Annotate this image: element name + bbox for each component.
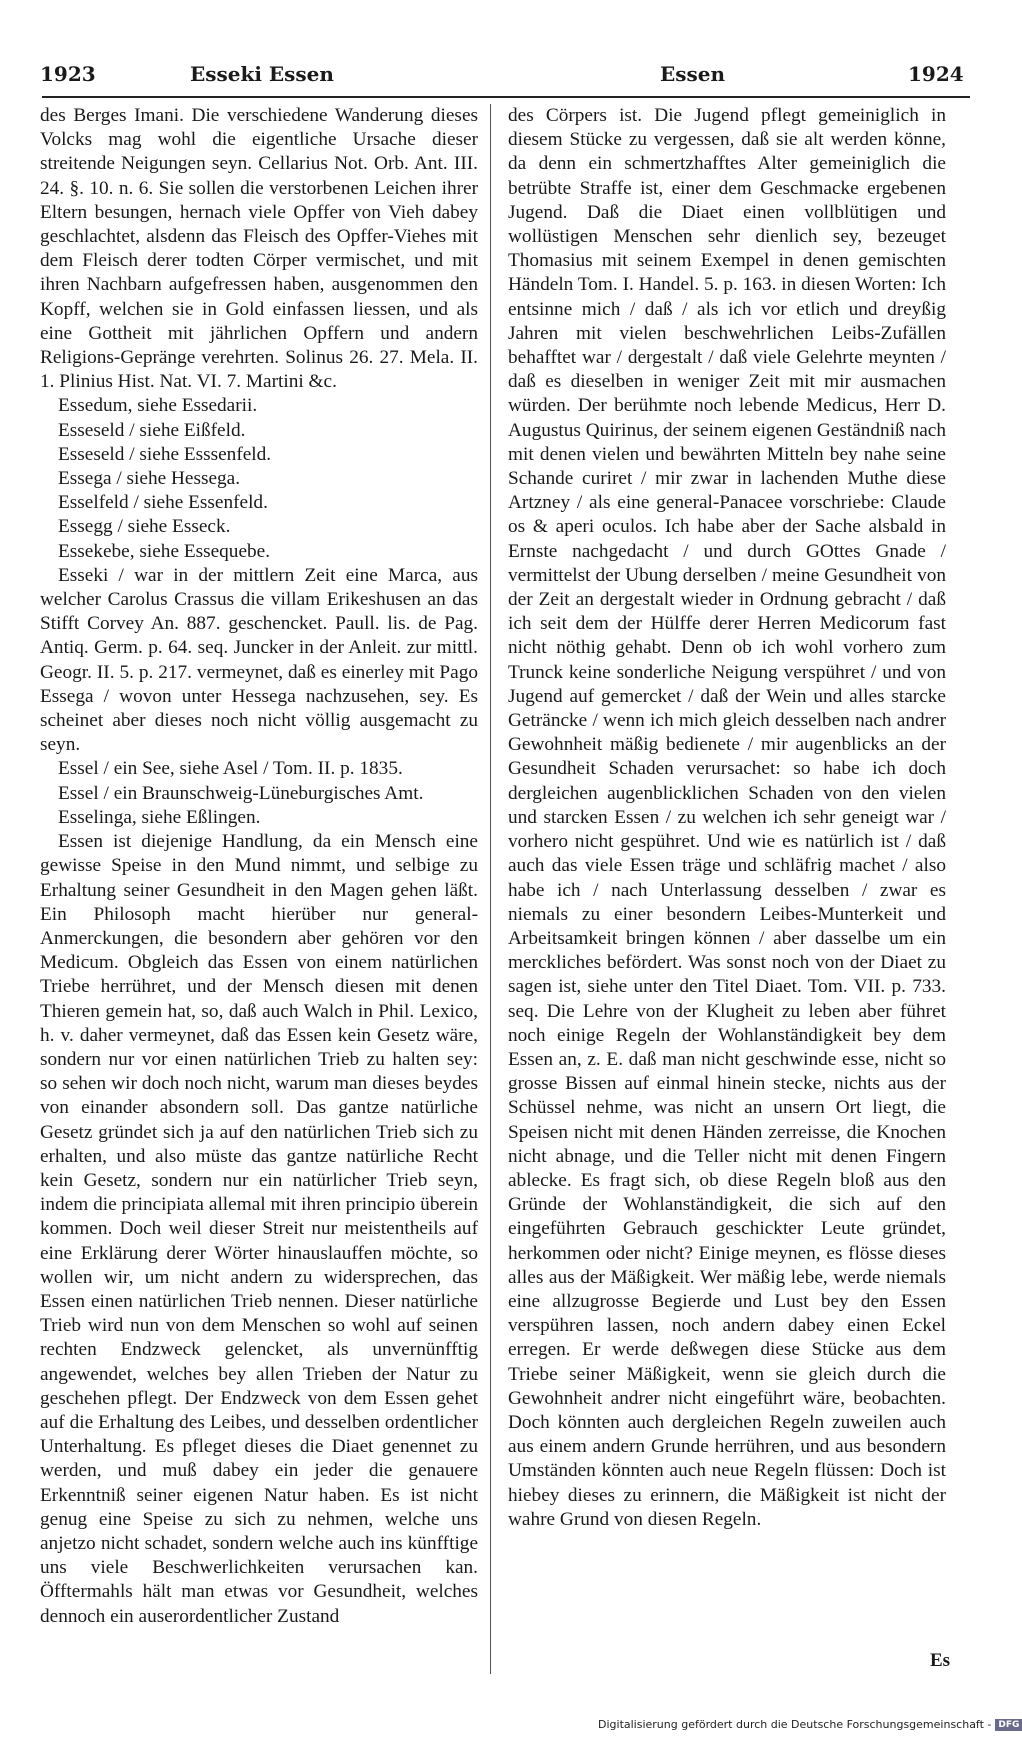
entry-esselinga: Esselinga, siehe Eßlingen. <box>58 806 261 828</box>
entry-essel-amt: Essel / ein Braunschweig-Lüneburgisches Amt. <box>58 782 424 804</box>
entry-essegg: Essegg / siehe Esseck. <box>58 516 231 538</box>
page-header <box>40 62 970 92</box>
entry-esseki: Esseki / war in der mittlern Zeit eine Marca, aus welcher Carolus Crassus die villam Erikeshusen an das Stifft Corvey An. 887. geschencket. Paull. lis. de Pag. Antiq. Germ. p. 64. seq. Juncker in der Anleit. zur mittl. Geogr. II. 5. p. 217. vermeynet, daß es einerley mit Pago Essega / wovon unter Hessega nachzusehen, sey. Es scheinet aber dieses noch nicht völlig ausgemacht zu seyn. <box>40 564 478 756</box>
entry-esselfeld: Esselfeld / siehe Essenfeld. <box>58 492 268 514</box>
catchword: Es <box>930 1650 951 1671</box>
entry-essedum: Essedum, siehe Essedarii. <box>58 395 258 417</box>
entry-essega: Essega / siehe Hessega. <box>58 468 241 490</box>
digitization-footer <box>598 1718 1022 1731</box>
footer-text: Digitalisierung gefördert durch die Deutsche Forschungsgemeinschaft - <box>598 1718 992 1731</box>
entry-essekebe: Essekebe, siehe Essequebe. <box>58 540 271 562</box>
dfg-logo: DFG <box>995 1719 1022 1731</box>
left-column <box>40 104 478 1679</box>
entry-essel-see: Essel / ein See, siehe Asel / Tom. II. p. 1835. <box>58 758 403 780</box>
paragraph: des Cörpers ist. Die Jugend pflegt gemeiniglich in diesem Stücke zu vergessen, daß sie alt werden könne, da denn ein schmertzhafftes Alter gemeiniglich die betrübte Straffe ist, einer dem Geschmacke ergebenen Jugend. Daß die Diaet einen vollblütigen und wollüstigen Menschen sehr dienlich sey, bezeuget Thomasius mit seinem Exempel in denen gemischten Händeln Tom. I. Handel. 5. p. 163. in diesen Worten: Ich entsinne mich / daß / als ich vor etlich und dreyßig Jahren mit vielen beschwehrlichen Leibs-Zufällen behafftet war / dergestalt / daß viele Gelehrte meynten / daß es dieselben in weniger Zeit mit mir ausmachen würden. Der berühmte noch lebende Medicus, Herr D. Augustus Quirinus, der seinem eigenen Geständniß nach mit denen vielen und bewährten Mitteln bey nahe seine Schande curiret / mir zwar in lachenden Muthe diese Artzney / als eine general-Panacee vorschriebe: Claude os & aperi oculos. Ich habe aber der Sache alsbald in Ernste nachgedacht / und durch GOttes Gnade / vermittelst der Ubung derselben / meine Gesundheit von der Zeit an dergestalt wieder in Ordnung gebracht / daß ich seit dem der Hülffe derer Herren Medicorum fast nicht nöthig gehabt. Denn ob ich wohl vorhero zum Trunck keine sonderliche Neigung verspühret / und von Jugend auf gemercket / daß der Wein und alles starcke Geträncke / wenn ich mich gleich desselben nach andrer Gewohnheit mäßig bedienete / mir augenblicks an der Gesundheit Schaden verursachet: so habe ich doch dergleichen augenblicklichen Schaden von den vielen und starcken Essen / zu welchen ich sehr geneigt war / vorhero nicht gespühret. Und wie es natürlich ist / daß auch das viele Essen träge und schläfrig machet / also habe ich / nach Unterlassung desselben / zwar es niemals zu einer besondern Leibes-Munterkeit und Arbeitsamkeit bringen können / aber dasselbe um ein merckliches befördert. Was sonst noch von der Diaet zu sagen ist, siehe unter den Titel Diaet. Tom. VII. p. 733. seq. Die Lehre von der Klugheit zu leben aber führet noch einige Regeln der Wohlanständigkeit bey dem Essen an, z. E. daß man nicht geschwinde esse, nicht so grosse Bissen auf einmal hinein stecke, nichts aus der Schüssel nehme, was nicht an unsern Ort liegt, die Speisen nicht mit denen Händen zerreisse, die Knochen nicht abnage, und die Teller nicht mit denen Fingern ablecke. Es fragt sich, ob diese Regeln bloß aus den Gründe der Wohlanständigkeit, die sich auf den eingeführten Gebrauch geschickter Leute gründet, herkommen oder nicht? Einige meynen, es flösse dieses alles aus der Mäßigkeit. Wer mäßig lebe, werde niemals eine allzugrosse Begierde und Lust bey den Essen verspühren lassen, noch andern dabey einen Eckel erregen. Er werde deßwegen diese Stücke aus dem Triebe seiner Mäßigkeit, wenn sie gleich durch die Gewohnheit andrer nicht eingeführt wäre, beobachten. Doch könnten auch dergleichen Regeln zuweilen auch aus einem andern Grunde herrühren, und aus besondern Umständen könnten auch neue Regeln flüssen: Doch ist hiebey dieses zu erinnern, die Mäßigkeit ist nicht der wahre Grund von diesen Regeln. <box>508 105 946 1530</box>
column-divider <box>490 104 491 1674</box>
page-number-right: 1924 <box>908 62 964 86</box>
entry-esseseld-2: Esseseld / siehe Esssenfeld. <box>58 443 272 465</box>
paragraph: des Berges Imani. Die verschiedene Wanderung dieses Volcks mag wohl die eigentliche Ursache dieser streitende Neigungen seyn. Cellarius Not. Orb. Ant. III. 24. §. 10. n. 6. Sie sollen die verstorbenen Leichen ihrer Eltern besungen, hernach viele Opffer von Vieh dabey geschlachtet, alsdenn das Fleisch des Opffer-Viehes mit dem Fleisch derer todten Cörper vermischet, und mit ihren Nachbarn aufgefressen haben, ausgenommen den Kopff, welchen sie in Gold einfassen liessen, und als eine Gottheit mit jährlichen Opffern und andern Religions-Gepränge verehrten. Solinus 26. 27. Mela. II. 1. Plinius Hist. Nat. VI. 7. Martini &c. <box>40 105 478 393</box>
entry-essen: Essen ist diejenige Handlung, da ein Mensch eine gewisse Speise in den Mund nimmt, und selbige zu Erhaltung seiner Gesundheit in den Magen gehen läßt. Ein Philosoph macht hierüber nur general-Anmerckungen, die besondern aber gehören vor den Medicum. Obgleich das Essen von einem natürlichen Triebe herrühret, und der Mensch diesen mit denen Thieren gemein hat, so, daß auch Walch in Phil. Lexico, h. v. daher vermeynet, daß das Essen kein Gesetz wäre, sondern nur vor einen natürlichen Trieb zu halten sey: so sehen wir doch noch nicht, warum man dieses beydes von einander absondern soll. Das gantze natürliche Gesetz gründet sich ja auf den natürlichen Trieb sich zu erhalten, und also müste das gantze natürliche Recht kein Gesetz, sondern nur ein natürlicher Trieb seyn, indem die principiata allemal mit ihren principio überein kommen. Doch weil dieser Streit nur meistentheils auf eine Erklärung derer Wörter hinauslauffen möchte, so wollen wir, um nicht andern zu widersprechen, das Essen einen natürlichen Trieb nennen. Dieser natürliche Trieb wird nun von dem Menschen so wohl auf seinen rechten Endzweck gelencket, als unvernünfftig angewendet, welches bey allen Trieben der Natur zu geschehen pflegt. Der Endzweck von dem Essen gehet auf die Erhaltung des Leibes, und desselben ordentlicher Unterhaltung. Es pfleget dieses die Diaet genennet zu werden, und muß dabey ein jeder die genauere Erkenntniß seiner eigenen Natur haben. Es ist nicht genug eine Speise zu sich zu nehmen, welche uns anjetzo nicht schadet, sondern welche auch ins künfftige uns viele Beschwerlichkeiten verursachen kan. Öfftermahls hält man etwas vor Gesundheit, welches dennoch ein auserordentlicher Zustand <box>40 831 478 1627</box>
entry-esseseld-1: Esseseld / siehe Eißfeld. <box>58 419 246 441</box>
header-rule <box>42 96 970 98</box>
page-number-left: 1923 <box>40 62 96 86</box>
running-title-right: Essen <box>660 62 726 86</box>
right-column <box>508 104 946 1679</box>
running-title-left: Esseki Essen <box>190 62 334 86</box>
